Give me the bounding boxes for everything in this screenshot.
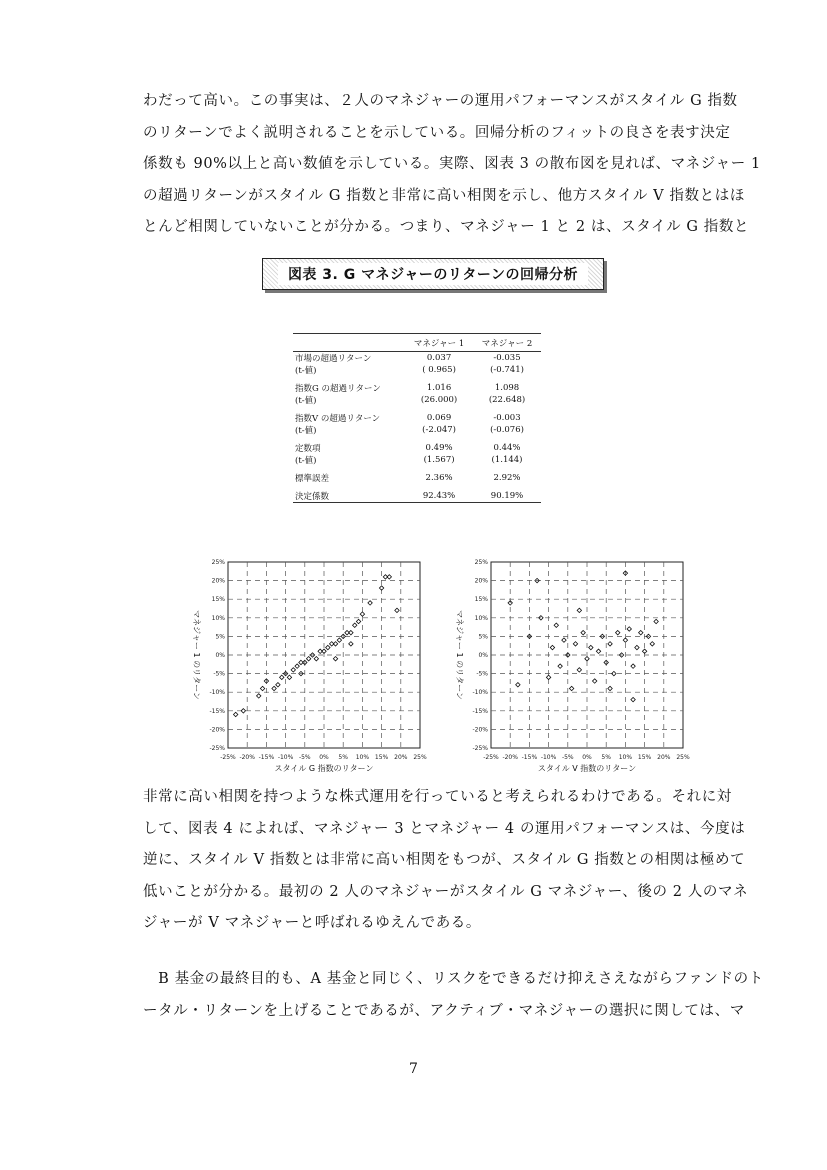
data-point (276, 683, 280, 687)
data-point (569, 686, 573, 690)
text-line: 低いことが分かる。最初の 2 人のマネジャーがスタイル G マネジャー、後の 2 人のマネ (143, 883, 749, 900)
data-point (349, 642, 353, 646)
x-tick-label: 15% (637, 754, 652, 761)
text-line: ータル・リターンを上げることであるが、アクティブ・マネジャーの選択に関しては、マ (143, 1002, 745, 1019)
table-row (293, 352, 541, 365)
data-point (554, 623, 558, 627)
x-tick-label: -25% (220, 754, 236, 761)
y-axis-label: マネジャー 1 のリターン (192, 610, 201, 700)
manager-1-value: 92.43% (405, 484, 473, 503)
data-point (631, 697, 635, 701)
text-line: とんど相関していないことが分かる。つまり、マネジャー 1 と 2 は、スタイル G 指数と (143, 219, 750, 235)
x-tick-label: -20% (502, 754, 518, 761)
data-point (306, 657, 310, 661)
table-row (293, 376, 541, 394)
y-tick-label: -5% (476, 670, 488, 678)
manager-1-value: 2.36% (425, 473, 453, 483)
manager-1-value: 0.069 (426, 413, 452, 423)
row-label: 指数G の超過リターン (295, 384, 381, 394)
data-point (280, 675, 284, 679)
x-tick-label: -5% (298, 754, 311, 761)
table-row (293, 436, 541, 454)
data-point (592, 679, 596, 683)
y-tick-label: 25% (211, 559, 225, 566)
figure-caption-text: 図表 3. G マネジャーのリターンの回帰分析 (278, 263, 588, 285)
manager-1-value: ( 0.965) (422, 365, 456, 375)
text-line: 逆に、スタイル V 指数とは非常に高い相関をもつが、スタイル G 指数との相関は極めて (143, 852, 746, 868)
manager-1-value: 1.016 (426, 383, 452, 393)
manager-2-value: 2.92% (493, 473, 521, 483)
table-header-manager-2: マネジャー 2 (473, 334, 541, 352)
table-row (293, 364, 541, 376)
data-point (627, 627, 631, 631)
manager-2-value: (22.648) (488, 395, 526, 405)
data-point (272, 686, 276, 690)
text-line: の超過リターンがスタイル G 指数と非常に高い相関を示し、他方スタイル V 指数とはほ (143, 187, 745, 204)
x-tick-label: 25% (676, 754, 690, 761)
x-tick-label: 0% (582, 754, 592, 761)
data-point (596, 649, 600, 653)
table-row (293, 406, 541, 424)
data-point (654, 619, 658, 623)
x-tick-label: 5% (601, 754, 611, 761)
y-tick-label: 5% (478, 633, 488, 641)
data-point (562, 638, 566, 642)
data-point (395, 608, 399, 612)
data-point (314, 657, 318, 661)
scatter-chart-style-g (170, 552, 432, 772)
x-tick-label: -5% (561, 754, 574, 761)
manager-2-value: (-0.741) (490, 365, 524, 375)
row-label: 指数V の超過リターン (295, 414, 381, 424)
table-row (293, 394, 541, 406)
data-point (257, 694, 261, 698)
manager-2-value: (1.144) (491, 455, 523, 465)
y-tick-label: 0% (478, 652, 488, 659)
y-tick-label: -15% (472, 707, 488, 715)
y-tick-label: -20% (472, 726, 488, 734)
y-tick-label: -10% (209, 689, 225, 697)
data-point (356, 619, 360, 623)
data-point (368, 601, 372, 605)
regression-table (293, 333, 541, 503)
manager-2-value: (-0.076) (490, 425, 524, 435)
x-tick-label: -15% (521, 754, 538, 761)
data-point (291, 668, 295, 672)
x-tick-label: -15% (258, 754, 275, 761)
row-label: (t-値) (295, 366, 317, 376)
text-line: 非常に高い相関を持つような株式運用を行っていると考えられるわけである。それに対 (143, 789, 732, 805)
data-point (326, 645, 330, 649)
y-tick-label: 20% (211, 577, 225, 585)
y-tick-label: 0% (215, 652, 225, 659)
data-point (635, 645, 639, 649)
table-row (293, 454, 541, 466)
data-point (585, 657, 589, 661)
x-tick-label: 15% (374, 754, 389, 761)
data-point (589, 645, 593, 649)
x-tick-label: -10% (277, 754, 294, 761)
manager-2-value: 0.44% (493, 443, 521, 453)
data-point (546, 675, 550, 679)
y-tick-label: 15% (474, 596, 488, 604)
data-point (581, 630, 585, 634)
x-tick-label: -10% (540, 754, 557, 761)
data-point (639, 630, 643, 634)
manager-1-value: (1.567) (423, 455, 455, 465)
row-label: (t-値) (295, 396, 317, 406)
text-line: ジャーが V マネジャーと呼ばれるゆえんである。 (143, 915, 482, 931)
row-label: (t-値) (295, 456, 317, 466)
data-point (558, 664, 562, 668)
manager-1-value: 0.037 (426, 353, 452, 363)
body-paragraph-3 (143, 964, 764, 1027)
y-tick-label: -15% (209, 707, 225, 715)
page-number: 7 (409, 1061, 418, 1077)
row-label: (t-値) (295, 426, 317, 436)
row-label: 市場の超過リターン (295, 354, 372, 364)
data-point (295, 664, 299, 668)
table-row (293, 466, 541, 484)
x-tick-label: 5% (338, 754, 348, 761)
data-point (631, 664, 635, 668)
y-tick-label: 10% (211, 614, 225, 622)
data-point (337, 638, 341, 642)
y-axis-label: マネジャー 1 のリターン (455, 610, 464, 700)
text-line: のリターンでよく説明されることを示している。回帰分析のフィットの良さを表す決定 (143, 124, 731, 141)
data-point (353, 623, 357, 627)
y-tick-label: 25% (474, 559, 488, 566)
data-point (333, 657, 337, 661)
data-point (360, 612, 364, 616)
table-row (293, 484, 541, 503)
x-tick-label: 25% (413, 754, 427, 761)
figure-caption (262, 258, 604, 290)
row-label: 標準誤差 (295, 474, 330, 484)
y-tick-label: -10% (472, 689, 488, 697)
data-point (550, 645, 554, 649)
data-point (577, 668, 581, 672)
data-point (616, 630, 620, 634)
y-tick-label: -5% (213, 670, 225, 678)
x-tick-label: 20% (657, 754, 671, 761)
data-point (233, 712, 237, 716)
manager-2-value: -0.035 (493, 353, 521, 363)
manager-2-value: 90.19% (473, 484, 541, 503)
manager-1-value: (-2.047) (422, 425, 456, 435)
y-tick-label: 15% (211, 596, 225, 604)
text-line: して、図表 4 によれば、マネジャー 3 とマネジャー 4 の運用パフォーマンスは、今度は (143, 820, 746, 837)
body-paragraph-2 (143, 782, 749, 940)
x-tick-label: 10% (618, 754, 633, 761)
x-tick-label: 10% (355, 754, 370, 761)
x-tick-label: 20% (394, 754, 408, 761)
row-label: 定数項 (295, 444, 321, 454)
row-label: 決定係数 (293, 484, 405, 503)
manager-2-value: -0.003 (493, 413, 521, 423)
y-tick-label: -20% (209, 726, 225, 734)
manager-2-value: 1.098 (494, 383, 520, 393)
x-axis-label: スタイル V 指数のリターン (537, 764, 637, 772)
text-line: 係数も 90%以上と高い数値を示している。実際、図表 3 の散布図を見れば、マネジャー 1 (143, 156, 761, 172)
data-point (516, 683, 520, 687)
table-header-blank (293, 334, 405, 352)
scatter-chart-style-v (433, 552, 695, 772)
data-point (287, 675, 291, 679)
data-point (608, 686, 612, 690)
table-row (293, 424, 541, 436)
manager-1-value: (26.000) (420, 395, 458, 405)
table-header-manager-1: マネジャー 1 (405, 334, 473, 352)
data-point (573, 642, 577, 646)
table-header-row (293, 334, 541, 352)
manager-1-value: 0.49% (425, 443, 453, 453)
text-line: B 基金の最終目的も、A 基金と同じく、リスクをできるだけ抑えさえながらファンドのト (143, 971, 764, 987)
y-tick-label: 20% (474, 577, 488, 585)
y-tick-label: 10% (474, 614, 488, 622)
data-point (608, 642, 612, 646)
data-point (650, 642, 654, 646)
x-axis-label: スタイル G 指数のリターン (274, 764, 374, 772)
data-point (260, 686, 264, 690)
x-tick-label: -25% (483, 754, 499, 761)
x-tick-label: 0% (319, 754, 329, 761)
body-paragraph-1 (143, 86, 761, 244)
y-tick-label: 5% (215, 633, 225, 641)
y-tick-label: -25% (472, 745, 488, 752)
y-tick-label: -25% (209, 745, 225, 752)
text-line: わだって高い。この事実は、２人のマネジャーの運用パフォーマンスがスタイル G 指数 (143, 93, 738, 109)
data-point (577, 608, 581, 612)
x-tick-label: -20% (239, 754, 255, 761)
